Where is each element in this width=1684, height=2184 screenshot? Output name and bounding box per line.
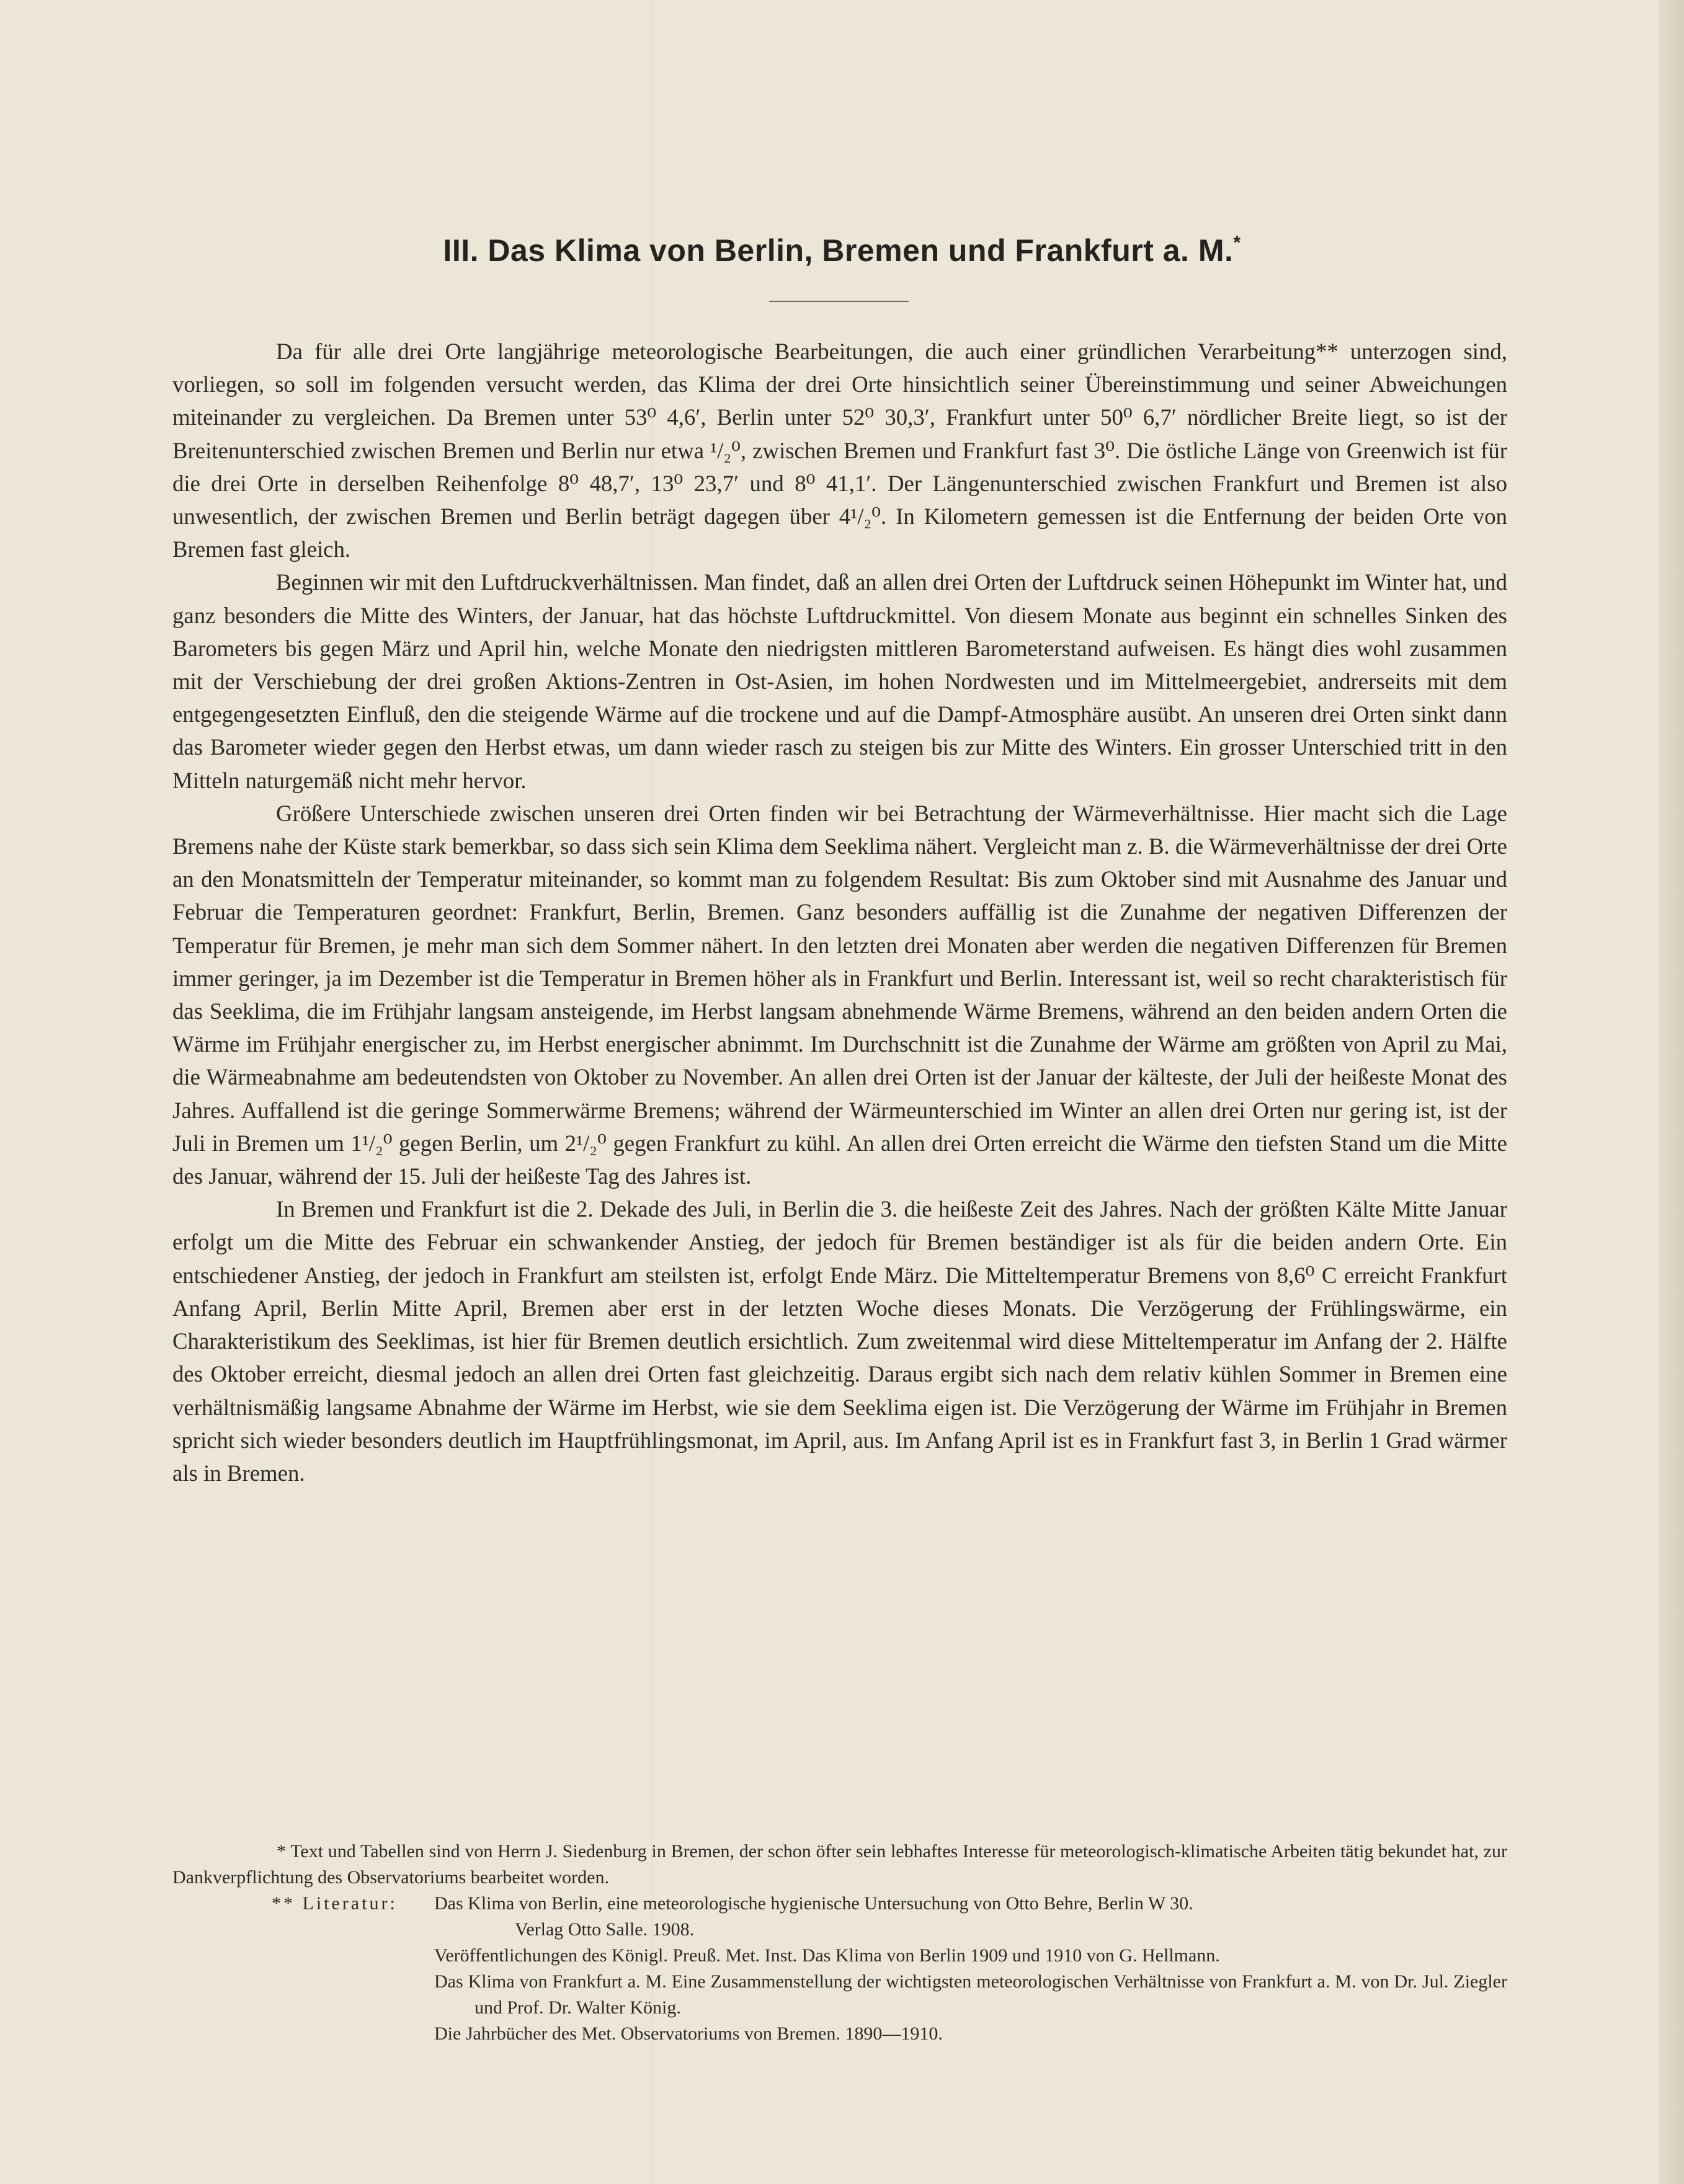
literature-entry: Das Klima von Frankfurt a. M. Eine Zusammenstellung der wichtigsten meteorologischen Verhältnisse von Frankfurt a. M. von Dr. Jul. Ziegler und Prof. Dr. Walter König.	[434, 1971, 1507, 2018]
paragraph-seasonal: In Bremen und Frankfurt ist die 2. Dekade des Juli, in Berlin die 3. die heißeste Zeit des Jahres. Nach der größten Kälte Mitte Januar erfolgt um die Mitte des Februar ein schwankender Anstieg, der jedoch für Bremen beständiger ist als für die beiden andern Orte. Ein entschiedener Anstieg, der jedoch in Frankfurt am steilsten ist, erfolgt Ende März. Die Mitteltemperatur Bremens von 8,6⁰ C erreicht Frankfurt Anfang April, Berlin Mitte April, Bremen aber erst in der letzten Woche dieses Monats. Die Verzögerung der Frühlingswärme, ein Charakteristikum des Seeklimas, ist hier für Bremen deutlich ersichtlich. Zum zweitenmal wird diese Mitteltemperatur im Anfang der 2. Hälfte des Oktober erreicht, diesmal jedoch an allen drei Orten fast gleichzeitig. Daraus ergibt sich nach dem relativ kühlen Sommer in Bremen eine verhältnismäßig langsame Abnahme der Wärme im Herbst, wie sie dem Seeklima eigen ist. Die Verzögerung der Wärme im Frühjahr in Bremen spricht sich wieder besonders deutlich im Hauptfrühlingsmonat, im April, aus. Im Anfang April ist es in Frankfurt fast 3, in Berlin 1 Grad wärmer als in Bremen.	[172, 1196, 1507, 1486]
title-divider	[769, 301, 909, 302]
paragraph-intro: Da für alle drei Orte langjährige meteorologische Bearbeitungen, die auch einer gründlichen Verarbeitung** unterzogen sind, vorliegen, so soll im folgenden versucht werden, das Klima der drei Orte hinsichtlich seiner Übereinstimmung und seiner Abweichungen miteinander zu vergleichen. Da Bremen unter 53⁰ 4,6′, Berlin unter 52⁰ 30,3′, Frankfurt unter 50⁰ 6,7′ nördlicher Breite liegt, so ist der Breitenunterschied zwischen Bremen und Berlin nur etwa ¹/₂⁰, zwischen Bremen und Frankfurt fast 3⁰. Die östliche Länge von Greenwich ist für die drei Orte in derselben Reihenfolge 8⁰ 48,7′, 13⁰ 23,7′ und 8⁰ 41,1′. Der Längenunterschied zwischen Frankfurt und Bremen ist also unwesentlich, der zwischen Bremen und Berlin beträgt dagegen über 4¹/₂⁰. In Kilometern gemessen ist die Entfernung der beiden Orte von Bremen fast gleich.	[172, 339, 1507, 562]
literature-entry: Das Klima von Berlin, eine meteorologische hygienische Untersuchung von Otto Behre, Berlin W 30.	[434, 1893, 1193, 1914]
title-footnote-mark: *	[1233, 233, 1241, 253]
page-edge	[1659, 0, 1684, 2184]
footnote-star: * Text und Tabellen sind von Herrn J. Siedenburg in Bremen, der schon öfter sein lebhaftes Interesse für meteorologisch-klimatische Arbeiten tätig bekundet hat, zur Dankverpflichtung des Observatoriums bearbeitet worden.	[172, 1841, 1507, 1888]
literature-entry-continuation: Verlag Otto Salle. 1908.	[515, 1919, 695, 1940]
literature-list	[272, 1891, 1507, 1943]
footnotes	[172, 1839, 1507, 2047]
literature-entry: Die Jahrbücher des Met. Observatoriums von Bremen. 1890—1910.	[434, 2023, 943, 2044]
literature-entry: Veröffentlichungen des Königl. Preuß. Met. Inst. Das Klima von Berlin 1909 und 1910 von G. Hellmann.	[434, 1945, 1220, 1966]
title-text: III. Das Klima von Berlin, Bremen und Frankfurt a. M.	[443, 233, 1234, 268]
literature-label: ** Literatur:	[272, 1893, 398, 1914]
paragraph-temperature: Größere Unterschiede zwischen unseren drei Orten finden wir bei Betrachtung der Wärmeverhältnisse. Hier macht sich die Lage Bremens nahe der Küste stark bemerkbar, so dass sich sein Klima dem Seeklima nähert. Vergleicht man z. B. die Wärmeverhältnisse der drei Orte an den Monatsmitteln der Temperatur miteinander, so kommt man zu folgendem Resultat: Bis zum Oktober sind mit Ausnahme des Januar und Februar die Temperaturen geordnet: Frankfurt, Berlin, Bremen. Ganz besonders auffällig ist die Zunahme der negativen Differenzen der Temperatur für Bremen, je mehr man sich dem Sommer nähert. In den letzten drei Monaten aber werden die negativen Differenzen für Bremen immer geringer, ja im Dezember ist die Temperatur in Bremen höher als in Frankfurt und Berlin. Interessant ist, weil so recht charakteristisch für das Seeklima, die im Frühjahr langsam ansteigende, im Herbst langsam abnehmende Wärme Bremens, während an den beiden andern Orten die Wärme im Frühjahr energischer zu, im Herbst energischer abnimmt. Im Durchschnitt ist die Zunahme der Wärme am größten von April zu Mai, die Wärmeabnahme am bedeutendsten von Oktober zu November. An allen drei Orten ist der Januar der kälteste, der Juli der heißeste Monat des Jahres. Auffallend ist die geringe Sommerwärme Bremens; während der Wärmeunterschied im Winter an allen drei Orten nur gering ist, ist der Juli in Bremen um 1¹/₂⁰ gegen Berlin, um 2¹/₂⁰ gegen Frankfurt zu kühl. An allen drei Orten erreicht die Wärme den tiefsten Stand um die Mitte des Januar, während der 15. Juli der heißeste Tag des Jahres ist.	[172, 800, 1507, 1189]
page-title	[0, 233, 1684, 269]
paragraph-air-pressure: Beginnen wir mit den Luftdruckverhältnissen. Man findet, daß an allen drei Orten der Luftdruck seinen Höhepunkt im Winter hat, und ganz besonders die Mitte des Winters, der Januar, hat das höchste Luftdruckmittel. Von diesem Monate aus beginnt ein schnelles Sinken des Barometers bis gegen März und April hin, welche Monate den niedrigsten mittleren Barometerstand aufweisen. Es hängt dies wohl zusammen mit der Verschiebung der drei großen Aktions-Zentren in Ost-Asien, im hohen Nordwesten und im Mittelmeergebiet, andrerseits mit dem entgegengesetzten Einfluß, den die steigende Wärme auf die trockene und auf die Dampf-Atmosphäre ausübt. An unseren drei Orten sinkt dann das Barometer wieder gegen den Herbst etwas, um dann wieder rasch zu steigen bis zur Mitte des Winters. Ein grosser Unterschied tritt in den Mitteln naturgemäß nicht mehr hervor.	[172, 569, 1507, 793]
article-body	[172, 335, 1507, 1489]
